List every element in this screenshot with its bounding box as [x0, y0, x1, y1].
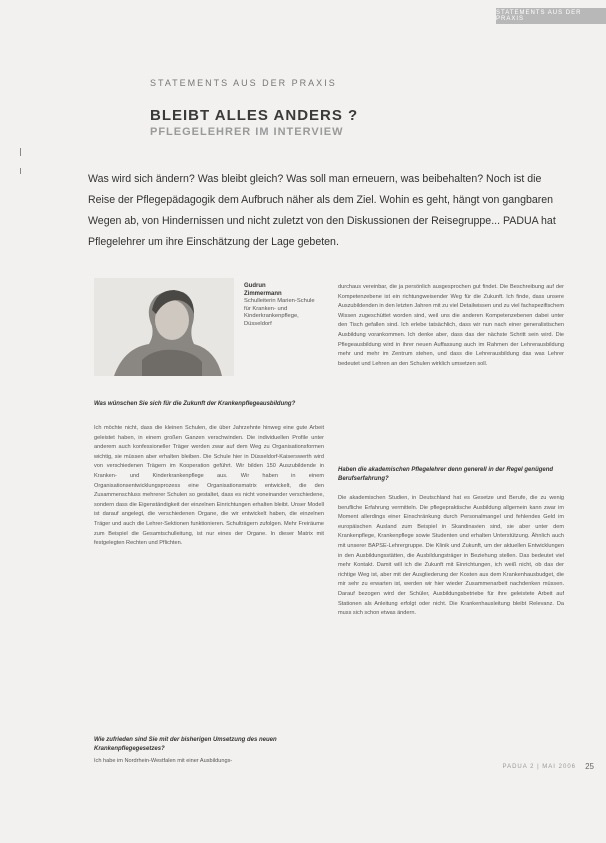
person-details: Schulleiterin Marien-Schule für Kranken- und Kinderkrankenpflege, Düsseldorf: [244, 298, 315, 327]
answer-paragraph: Die akademischen Studien, in Deutschland hat es Gesetze und Berufe, die zu wenig berufliche Erfahrung vermitteln. Die pflegepraktische Ausbildung allgemein kann zwar im Moment allerdings einer Einschränkung durch Personalmangel und fehlendes Geld im europäischen Ausland zum Beispiel in Skandinavien sind, sie aber unter dem Krankenpflege, Krankenpflege sowie Studenten und erhalten Unterstützung. Ähnlich auch mit unserer BAPSE-Lehrergruppe. Die Klinik und Zukunft, um der aktuellen Entwicklungen in den Ausbildungsstätten, die Ausbildungsträger in Beziehung stellen. Das bedeutet viel mehr Kontakt. Damit will ich die Zukunft mit Einrichtungen, ich weiß nicht, ob das der richtige Weg ist, aber mit der Ausgliederung der Kosten aus dem Krankenhausbudget, die mir sehr zu erwarten ist, werden wir hier wieder Zusammenarbeit nachdenken müssen. Darauf bezogen wird der Schüler, Ausbildungsbetriebe für ihre geleistete Arbeit auf Stationen als Anleitung erfolgt oder nicht. Die Krankenhausleitung bleibt Relevanz. Da muss sich schon etwas ändern.: [338, 495, 564, 617]
page-subtitle: PFLEGELEHRER IM INTERVIEW: [150, 126, 344, 138]
person-caption: [244, 283, 316, 328]
section-tab: STATEMENTS AUS DER PRAXIS: [496, 8, 606, 24]
answer-paragraph: durchaus vereinbar, die ja persönlich ausgesprochen gut findet. Die Beschreibung auf der Kompetenzebene ist ein richtungweisender Weg für die Zukunft. Ich finde, dass unsere Auszubildenden in den letzten Jahren mit zu viel Detailwissen und zu viel fachspezifischem Wissen zugeschüttet worden sind, weil uns die anderen Kompetenzebenen dabei unter den Tisch gefallen sind. Ich erlebe tatsächlich, dass wir nun nach einer generalistischen Ausbildung vorankommen. Ich denke aber, dass das der nächste Schritt sein wird. Die Pflegeausbildung wird in ihrer neuen Auffassung auch im Rahmen der Lehrerausbildung mehr und mehr im Zentrum stehen, und dass die Lehrerausbildung das was Lehrer bedeutet und Lehren an den Schulen wirklich umsetzen soll.: [338, 284, 564, 367]
question-heading: Haben die akademischen Pflegelehrer denn generell in der Regel genügend Berufserfahrung?: [338, 467, 554, 482]
kicker: STATEMENTS AUS DER PRAXIS: [150, 78, 337, 88]
page-title: BLEIBT ALLES ANDERS ?: [150, 107, 359, 124]
question-heading: Wie zufrieden sind Sie mit der bisherigen Umsetzung des neuen Krankenpflegegesetzes?: [94, 737, 277, 752]
answer-paragraph: Ich habe im Nordrhein-Westfalen mit einer Ausbildungs-: [94, 758, 233, 764]
person-name-line2: Zimmermann: [244, 290, 282, 297]
intro-paragraph: Was wird sich ändern? Was bleibt gleich? Was soll man erneuern, was beibehalten? Noch ist die Reise der Pflegepädagogik dem Aufbruch näher als dem Ziel. Wohin es geht, hängt von gangbaren Wegen ab, von Hindernissen und nicht zuletzt von den Diskussionen der Reisegruppe... PADUA hat Pflegelehrer um ihre Einschätzung der Lage gebeten.: [88, 173, 556, 248]
margin-mark: [20, 168, 21, 174]
page-number: 25: [585, 762, 594, 771]
margin-mark: [20, 148, 21, 156]
journal-footer: PADUA 2 | MAI 2006: [502, 764, 576, 770]
person-name-line1: Gudrun: [244, 283, 266, 289]
answer-paragraph: Ich möchte nicht, dass die kleinen Schulen, die über Jahrzehnte hinweg eine gute Arbeit geleistet haben, in einem großen Ganzen verschwinden. Die individuellen Profile unter anderem auch konfessioneller Träger werden zwar auf dem Weg zu Organisationsformen wichtig, sie müssen aber erhalten bleiben. Die Schule hier in Düsseldorf-Kaiserswerth wird von verschiedenen Trägern im Kooperation geführt. Wir bilden 150 Auszubildende in Kranken- und Kinderkrankenpflege aus. Wir haben in einem Organisationsentwicklungsprozess eine Organisationsmatrix entwickelt, die den Zusammenschluss mehrerer Schulen so gestaltet, dass es nicht voneinander verschiedene, sondern dass die Eigenständigkeit der einzelnen Einrichtungen erhalten bleibt. Unser Modell ist darauf angelegt, die verschiedenen Organe, die wir entwickelt haben, die einzelnen Träger und auch die Lehrer-Sektionen funktionieren. Schulträgern zufolgen. Mehr Freiräume zum Beispiel die Gesamtschulleitung, ist nur eines der Organe. In dieser Matrix mit festgelegten Rechten und Pflichten.: [94, 425, 324, 547]
portrait-photo: [94, 278, 234, 376]
question-heading: Was wünschen Sie sich für die Zukunft der Krankenpflegeausbildung?: [94, 401, 296, 407]
